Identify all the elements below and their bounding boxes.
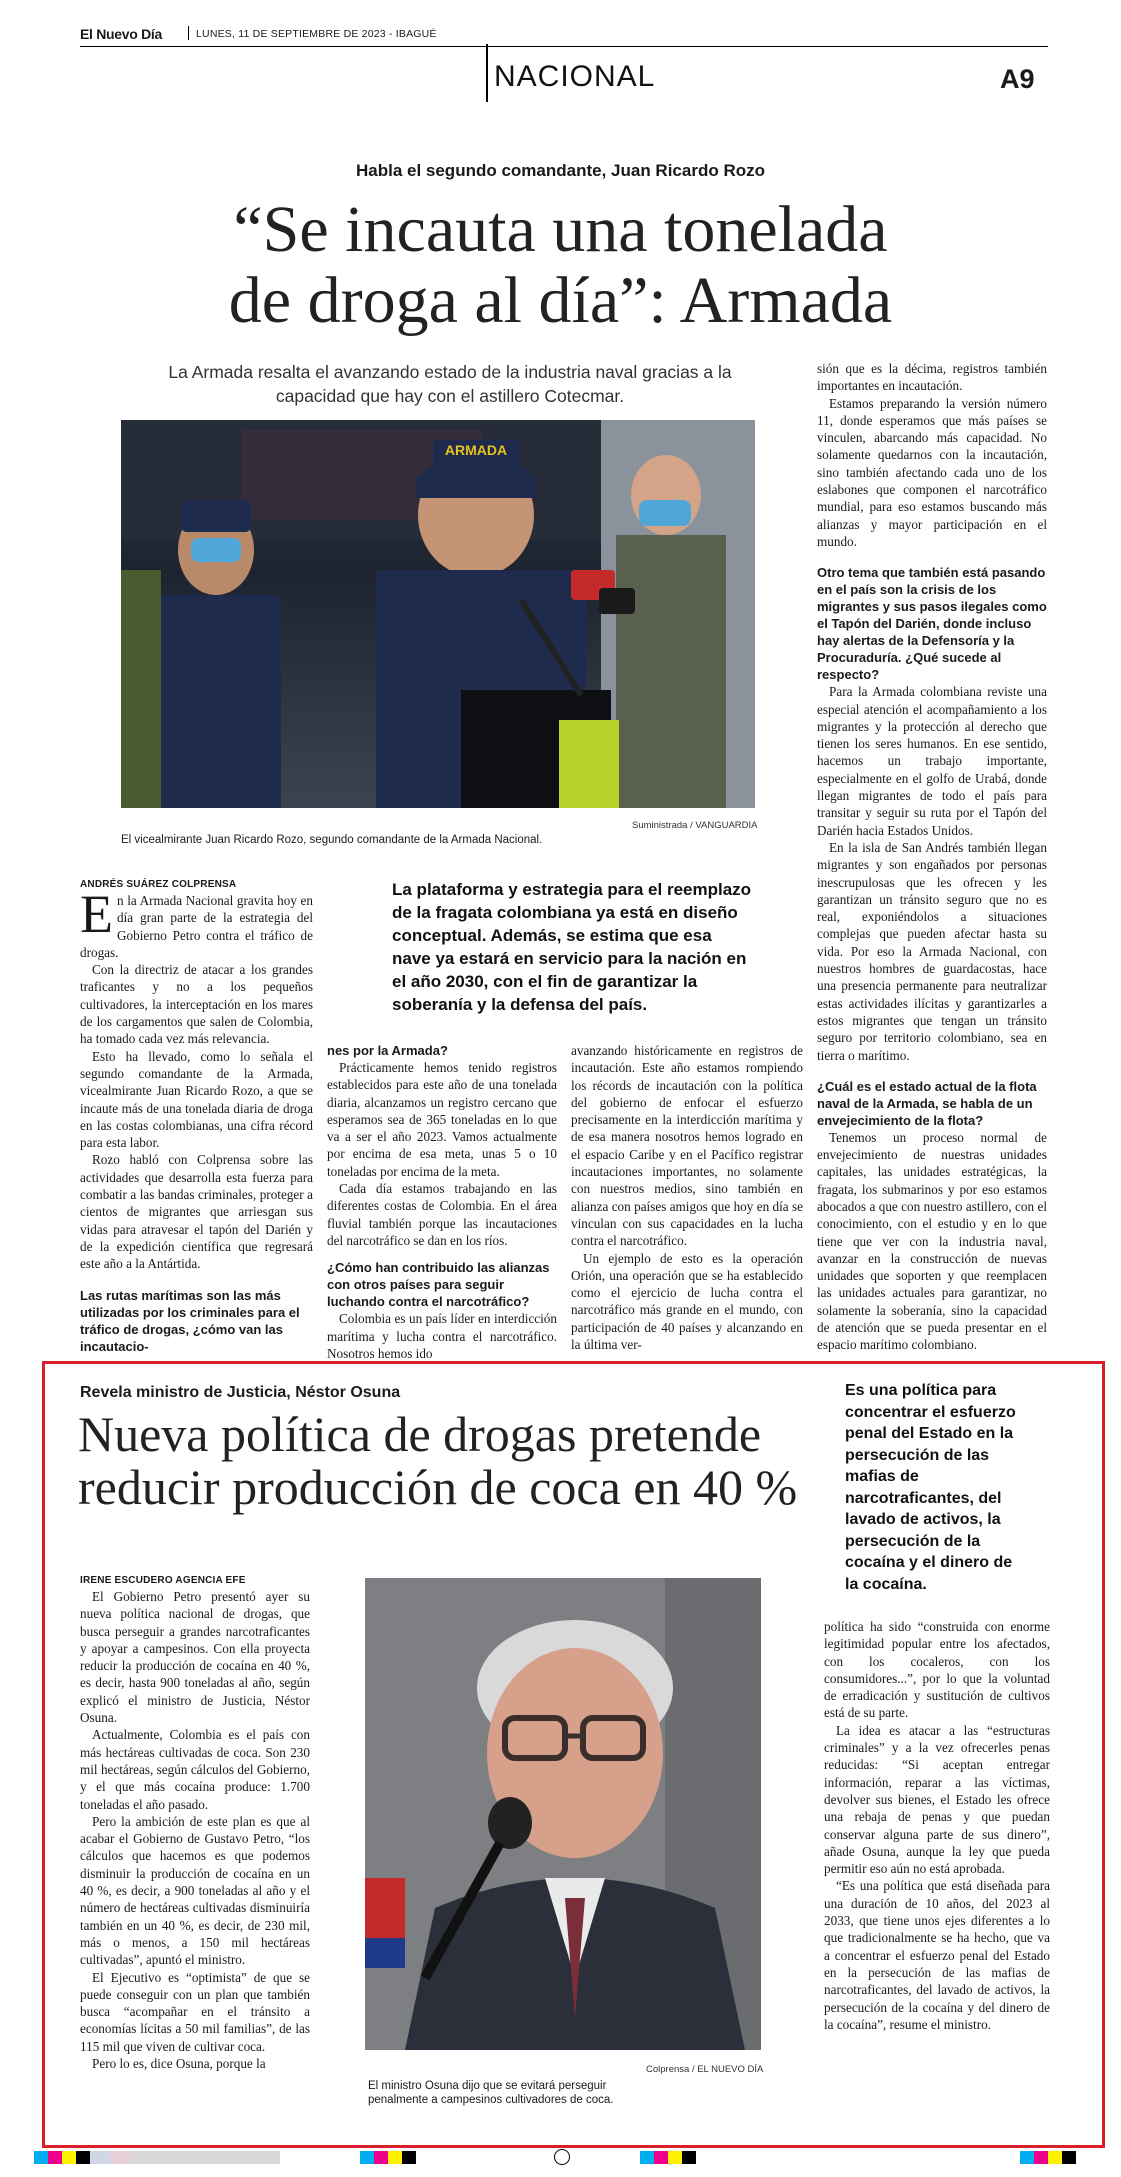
paragraph: Actualmente, Colombia es el país con más hectáreas cultivadas de coca. Son 230 mil hectáreas, según cálculos del Gobierno, y el que más cocaína produce: 1.700 toneladas el año pasado.	[80, 1727, 310, 1812]
minister-portrait-illustration	[365, 1578, 761, 2050]
dateline: LUNES, 11 DE SEPTIEMBRE DE 2023 - IBAGUÉ	[196, 28, 437, 40]
article2-photo-credit: Colprensa / EL NUEVO DÍA	[646, 2064, 764, 2075]
masthead-rule	[80, 46, 1048, 47]
print-color-bar-center	[360, 2151, 560, 2164]
paragraph: Colombia es un país líder en interdicción marítima y lucha contra el narcotráfico. Nosotros hemos ido	[327, 1311, 557, 1361]
article2-column-2	[824, 1618, 1050, 2033]
paragraph: Un ejemplo de esto es la operación Orión, una operación que se ha establecido como el ejercicio de lucha contra el narcotráfico más grande en el mundo, con participación de 40 países y alcanzando en la última ver-	[571, 1250, 803, 1353]
article2-headline-line2: reducir producción de coca en 40 %	[78, 1459, 798, 1515]
article1-byline: ANDRÉS SUÁREZ COLPRENSA	[80, 879, 237, 890]
interview-question: nes por la Armada?	[327, 1043, 448, 1058]
article2-byline: IRENE ESCUDERO AGENCIA EFE	[80, 1575, 246, 1586]
interview-question: Otro tema que también está pasando en el país son la crisis de los migrantes y sus pasos ilegales como el Tapón del Darién, donde incluso hay alertas de la Defensoría y la Procuraduría. ¿Qué sucede al respecto?	[817, 565, 1047, 683]
paragraph: política ha sido “construida con enorme legitimidad popular entre los afectados, con los cocaleros, con los consumidores...”, por lo que la voluntad de erradicación y sustitución de cultivos está de su parte.	[824, 1619, 1050, 1721]
article1-headline-line2: de droga al día”: Armada	[228, 264, 893, 337]
paragraph: Esto ha llevado, como lo señala el segundo comandante de la Armada, vicealmirante Juan Ricardo Rozo, a que se incaute más de una tonelada diaria de droga en las costas colombianas, una cifra récord para esta labor.	[80, 1048, 313, 1151]
paragraph: Cada día estamos trabajando en las diferentes costas de Colombia. En el área fluvial también porque las incautaciones del narcotráfico se dan en los ríos.	[327, 1181, 557, 1248]
article1-photo-credit: Suministrada / VANGUARDIA	[632, 820, 758, 831]
article1-deck	[130, 360, 770, 408]
article1-column-4	[817, 360, 1047, 1354]
masthead-divider	[188, 26, 189, 40]
page-number: A9	[1000, 64, 1035, 94]
paragraph: sión que es la décima, registros también importantes en incautación.	[817, 361, 1047, 394]
paragraph: Tenemos un proceso normal de envejecimiento de nuestras unidades capitales, las unidades estratégicas, la fragata, los submarinos y por eso estamos abocados a que con nuestro astillero, con el conocimiento, con el estudio y en lo que tiene que ver con la industria naval, avanzar en la construcción de nuevas unidades que soporten y que reemplacen las unidades actuales para garantizar, no solamente la soberanía, sino la capacidad de atención que se pueda presentar en el espacio marítimo colombiano.	[817, 1129, 1047, 1353]
paragraph: “Es una política que está diseñada para una duración de 10 años, del 2023 al 2033, que tiene unos ejes diferentes a lo que tradicionalmente se ha hecho, que va a concentrar el esfuerzo penal del Estado en la persecución de las mafias de narcotraficantes, del lavado de activos, la persecución de la cocaína y del dinero de la cocaína”, resume el ministro.	[824, 1878, 1050, 2032]
cap-badge: ARMADA	[444, 442, 508, 458]
section-label: NACIONAL	[494, 60, 656, 93]
article2-kicker: Revela ministro de Justicia, Néstor Osuna	[80, 1384, 401, 1401]
masthead	[80, 24, 1060, 44]
article1-deck-line1: La Armada resalta el avanzando estado de la industria naval gracias a la	[168, 362, 732, 382]
paragraph: Prácticamente hemos tenido registros establecidos para este año de una tonelada diaria, alcanzamos un registro cercano que esperamos sea de 365 toneladas en lo que va a ser el año 2023. Vamos actualmente por encima de esa meta, unas 5 o 10 toneladas por encima de la meta.	[327, 1060, 557, 1179]
article1-column-2	[327, 1042, 557, 1362]
registration-mark	[554, 2149, 570, 2165]
interview-question: Las rutas marítimas son las más utilizadas por los criminales para el tráfico de drogas, ¿cómo van las incautacio-	[80, 1287, 300, 1354]
paragraph: La idea es atacar a las “estructuras criminales” y a la vez ofrecerles penas reducidas: “Si aceptan entregar información, reparar a las víctimas, devolver sus bienes, el Estado les ofrece una rebaja de penas y que puedan conservar alguna parte de sus dinero”, añade Osuna, aunque la ley que pueda permitir eso aún no está aprobada.	[824, 1722, 1050, 1877]
paragraph: Rozo habló con Colprensa sobre las actividades que desarrolla esta fuerza para combatir a las bandas criminales, proteger a cientos de migrantes que arriesgan sus vidas para atravesar el tapón del Darién y de la expedición científica que regresará este año a la Antártida.	[80, 1152, 313, 1272]
article1-pullquote: La plataforma y estrategia para el reemplazo de la fragata colombiana ya está en diseño conceptual. Además, se estima que esa nave ya estará en servicio para la nación en el año 2030, con el fin de garantizar la soberanía y la defensa del país.	[392, 880, 752, 1014]
article2-column-1	[80, 1588, 310, 2072]
article1-kicker: Habla el segundo comandante, Juan Ricardo Rozo	[355, 161, 765, 180]
article1-deck-line2: capacidad que hay con el astillero Cotecmar.	[275, 386, 625, 406]
print-color-bar-left	[34, 2151, 304, 2164]
paragraph: avanzando históricamente en registros de incautación. Este año estamos rompiendo los récords de incautación con la política del gobierno de enfocar el esfuerzo precisamente en la interdicción marítima y de esa manera nosotros hemos logrado en el espacio Caribe y en el Pacífico registrar incautaciones importantes, no solamente con nuestros medios, sino también en alianza con países amigos que hoy en día se vinculan con sus capacidades en la lucha contra el narcotráfico.	[571, 1043, 803, 1249]
article2-headline	[78, 1408, 818, 1514]
paragraph: En la isla de San Andrés también llegan migrantes y son engañados por personas inescrupulosas que les ofrecen y les garantizan un tránsito seguro que no es real, exponiéndolos a situaciones complejas que pueden afectar hasta su vida. Por eso la Armada Nacional, con nuestros hombres de guardacostas, hace una presencia permanente para neutralizar estas actividades ilícitas y garantizarles a estos migrantes que tengan un tránsito seguro por territorio colombiano, sea en tierra o marítimo.	[817, 839, 1047, 1063]
paragraph: El Gobierno Petro presentó ayer su nueva política nacional de drogas, que busca perseguir a grandes narcotraficantes y apoyar a campesinos. Con ella proyecta reducir la producción de cocaína en 40 %, es decir, hasta 900 toneladas al año, según explicó el ministro de Justicia, Néstor Osuna.	[80, 1589, 310, 1726]
section-divider	[486, 44, 488, 102]
paragraph: Pero lo es, dice Osuna, porque la	[92, 2056, 266, 2072]
article2-photo	[365, 1578, 761, 2050]
article1-photo	[121, 420, 755, 808]
print-color-bar-right	[1020, 2151, 1110, 2164]
article2-pullquote: Es una política para concentrar el esfuerzo penal del Estado en la persecución de las mafias de narcotraficantes, del lavado de activos, la persecución de la cocaína y el dinero de la cocaína.	[845, 1382, 1016, 1593]
press-conference-illustration	[121, 420, 755, 808]
article1-headline-line1: “Se incauta una tonelada	[233, 193, 888, 266]
paragraph: Para la Armada colombiana reviste una especial atención el acompañamiento a los migrantes y la protección al derecho que tienen los seres humanos. En ese sentido, hacemos un trabajo importante, especialmente en el golfo de Urabá, donde llegan migrantes de todo el país para transitar y seguir su ruta por el Tapón del Darién hacia Estados Unidos.	[817, 684, 1047, 838]
article1-headline	[0, 194, 1121, 336]
print-color-bar-mid	[640, 2151, 730, 2164]
paragraph: n la Armada Nacional gravita hoy en día gran parte de la estrategia del Gobierno Petro contra el tráfico de drogas.	[80, 893, 313, 960]
paragraph: Con la directriz de atacar a los grandes traficantes y no a los pequeños cultivadores, la interceptación en los mares de los cargamentos que salen de Colombia, ha tomado cada vez más relevancia.	[80, 962, 313, 1047]
interview-question: ¿Cuál es el estado actual de la flota naval de la Armada, se habla de un envejecimiento de la flota?	[817, 1078, 1037, 1128]
interview-question: ¿Cómo han contribuido las alianzas con otros países para seguir luchando contra el narcotráfico?	[327, 1260, 550, 1310]
dropcap: E	[80, 884, 113, 944]
newspaper-logo: El Nuevo Día	[80, 26, 162, 42]
paragraph: Pero la ambición de este plan es que al acabar el Gobierno de Gustavo Petro, “los cálculos que hacemos es que podemos disminuir la producción de cocaína en un 40 %, es decir, a 900 toneladas al año y el número de hectáreas cultivadas disminuiría también en un 40 %, es decir, de 230 mil, más o menos, a 150 mil hectáreas cultivadas”, apuntó el ministro.	[80, 1813, 310, 1968]
article2-photo-caption: El ministro Osuna dijo que se evitará perseguir penalmente a campesinos cultivadores de coca.	[368, 2080, 614, 2106]
article2-headline-line1: Nueva política de drogas pretende	[78, 1406, 762, 1462]
paragraph: El Ejecutivo es “optimista” de que se puede conseguir con un plan que también busca “acompañar en el tránsito a economías lícitas a 50 mil familias”, de las 115 mil que viven de cultivar coca.	[80, 1969, 310, 2054]
paragraph: Estamos preparando la versión número 11, donde esperamos que más países se vinculen, abarcando más capacidad. No solamente quedarnos con la incautación, sino también afectando cada uno de los eslabones que componen el narcotráfico mundial, para eso estamos buscando más alianzas y mayor participación en el mundo.	[817, 395, 1047, 549]
article1-photo-caption: El vicealmirante Juan Ricardo Rozo, segundo comandante de la Armada Nacional.	[121, 834, 543, 846]
article1-column-3	[571, 1042, 803, 1353]
